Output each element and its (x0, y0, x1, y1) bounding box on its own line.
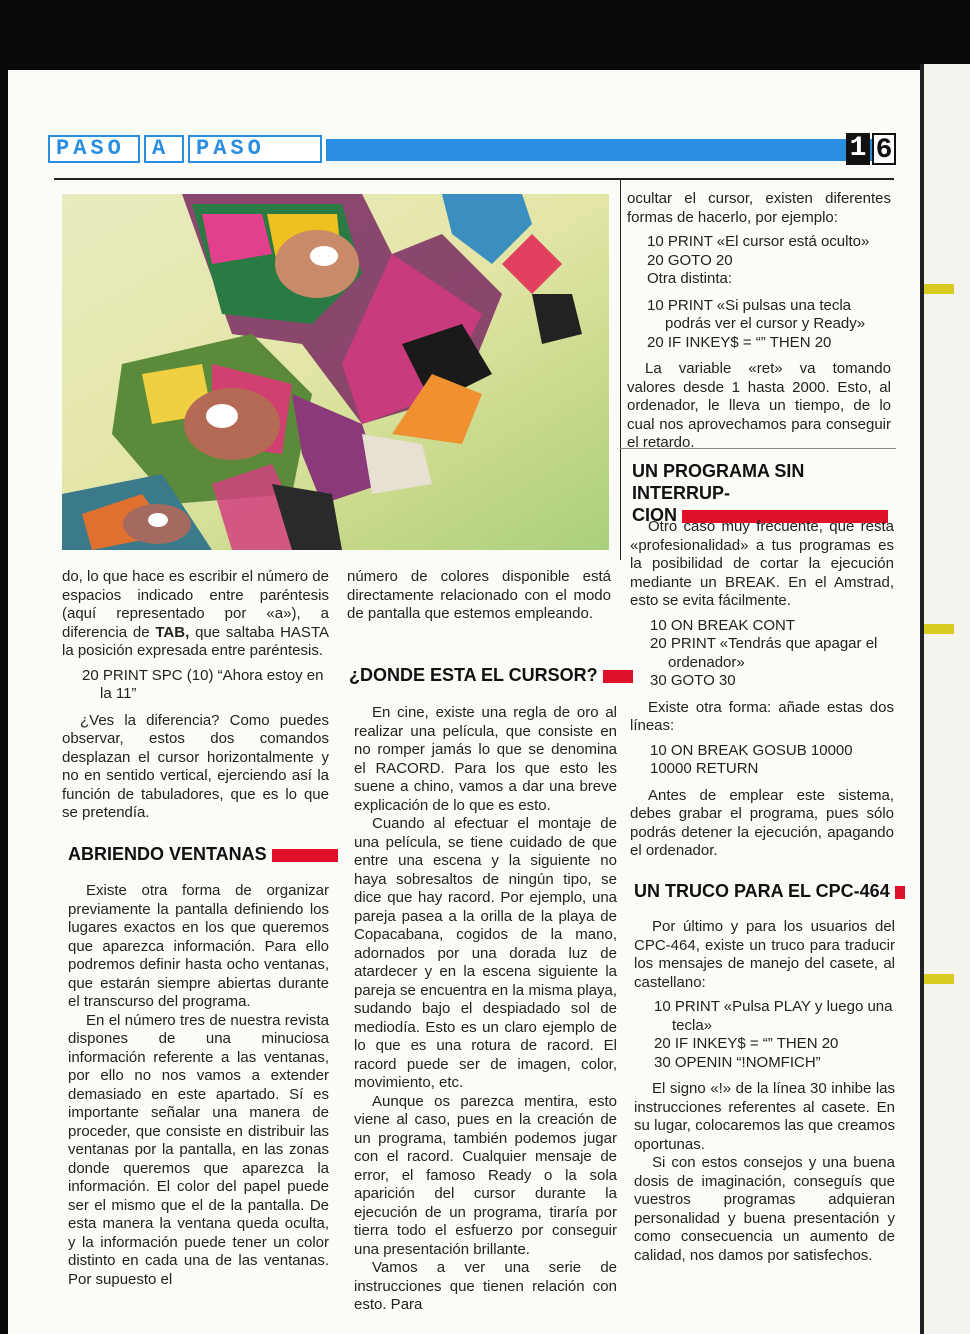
bold-term: TAB, (155, 623, 190, 641)
paragraph: Existe otra forma de organizar previamente la pantalla definiendo los lugares exactos en los que queremos que aparezca información. Para ello podremos definir hasta ocho ventanas, que estarán siempre abiertas durante el transcurso del programa. (68, 882, 329, 1010)
code-line: 10 ON BREAK CONT (650, 616, 796, 634)
column-3-top (627, 190, 891, 453)
paragraph: ocultar el cursor, existen diferentes formas de hacerlo, por ejemplo: (627, 190, 891, 226)
code-line: 10 PRINT «Si pulsas una tecla podrás ver el cursor y Ready» (647, 296, 866, 332)
code-block (650, 617, 894, 691)
header-word-box: A (144, 135, 184, 163)
paragraph: Cuando al efectuar el montaje de una película, se tiene cuidado de que entre una escena y la siguiente no haya sobresaltos de ningún tipo, se dice que hay racord. Por ejemplo, una pareja pasea a la orilla de la playa de Copacabana, cogidos de la mano, adornados por una dorada luz de atardecer y en la escena siguiente la pareja se encuentra en la misma playa, sudando bajo el despiadado sol de mediodía. Esto es un claro ejemplo de lo que es una rotura de racord. El racord puede ser de imagen, color, movimiento, etc. (354, 815, 617, 1091)
paragraph: La variable «ret» va tomando valores desde 1 hasta 2000. Esto, al ordenador, le lleva un tiempo, de lo cual nos aprovechamos para conseguir el retardo. (627, 360, 891, 451)
code-line: 20 GOTO 20 (647, 251, 733, 269)
header-word-box: PASO (48, 135, 140, 163)
page-number-digit: 6 (872, 133, 896, 165)
pixel-art-monitors-illustration (62, 194, 609, 550)
code-block (647, 297, 891, 353)
code-line: 10 PRINT «Pulsa PLAY y luego una tecla» (654, 998, 893, 1034)
code-block (647, 233, 891, 289)
section-heading: UN PROGRAMA SIN INTERRUP- CION (632, 460, 894, 526)
column-1-bottom (68, 882, 329, 1289)
page-header (48, 133, 900, 165)
code-note: Otra distinta: (647, 270, 733, 287)
paragraph: do, lo que hace es escribir el número de espacios indicado entre paréntesis (aquí representado por «a»), a diferencia de (62, 568, 329, 641)
column-3-bottom (634, 918, 895, 1265)
code-line: 10000 RETURN (650, 760, 759, 777)
column-2-top (347, 568, 611, 624)
code-line: 10 PRINT «El cursor está oculto» (647, 233, 870, 250)
code-block (650, 742, 894, 779)
code-line: 20 IF INKEY$ = “” THEN 20 (654, 1035, 839, 1052)
code-line: 20 PRINT SPC (10) “Ahora estoy en la 11” (82, 666, 324, 702)
illustration-icon (62, 194, 609, 550)
header-word-box: PASO (188, 135, 322, 163)
section-heading: ABRIENDO VENTANAS (68, 843, 338, 865)
paragraph: número de colores disponible está directamente relacionado con el modo de pantalla que estemos empleando. (347, 568, 611, 622)
code-line: 30 OPENIN “!NOMFICH” (654, 1053, 821, 1071)
paragraph: Vamos a ver una serie de instrucciones que tienen relación con esto. Para (354, 1259, 617, 1313)
paragraph: El signo «!» de la línea 30 inhibe las instrucciones referentes al casete. En su lugar, colocaremos las que creamos oportunas. (634, 1080, 895, 1153)
paragraph: Si con estos consejos y una buena dosis de imaginación, conseguís que vuestros programas adquieran personalidad y buena presentación y como consecuencia un aumento de calidad, nos damos por satisfechos. (634, 1154, 895, 1264)
paragraph: Aunque os parezca mentira, esto viene al caso, pues en la creación de un programa, también podemos jugar con el racord. Cualquier mensaje de error, el famoso Ready o la sola aparición del cursor durante la ejecución de un programa, tiraría por tierra todo el esfuerzo por conseguir una presentación brillante. (354, 1092, 617, 1258)
code-block (654, 998, 895, 1072)
code-block (82, 667, 329, 704)
code-line: 20 IF INKEY$ = “” THEN 20 (647, 333, 832, 351)
section-heading: ¿DONDE ESTA EL CURSOR? (349, 664, 633, 686)
paragraph: Otro caso muy frecuente, que resta «profesionalidad» a tus programas es la posibilidad de cortar la ejecución mediante un BREAK. En el Amstrad, esto se evita fácilmente. (630, 518, 894, 609)
heading-red-bar (895, 886, 905, 899)
paragraph: Por último y para los usuarios del CPC-464, existe un truco para traducir los mensajes de manejo del casete, al castellano: (634, 918, 895, 991)
paragraph: Existe otra forma: añade estas dos líneas: (630, 698, 894, 734)
paragraph: que saltaba HASTA la posición expresada entre paréntesis. (62, 623, 329, 659)
column-2-bottom (354, 704, 617, 1315)
paragraph: En el número tres de nuestra revista dispones de una minuciosa información referente a las ventanas, por ello no nos vamos a extender demasiado en este apartado. Sí es importante señalar una manera de proceder, que consiste en distribuir las ventanas por la pantalla, en las zonas donde queremos que aparezca la información. El color del papel puede ser el mismo que el de la pantalla. De esta manera la ventana queda oculta, y la información puede tener un color distinto en cada una de las ventanas. Por supuesto el (68, 1011, 329, 1288)
paragraph: ¿Ves la diferencia? Como puedes observar, estos dos comandos desplazan el cursor horizontalmente y no en sentido vertical, ejerciendo así la función de tabuladores, que es lo que se pretendía. (62, 711, 329, 821)
code-line: 10 ON BREAK GOSUB 10000 (650, 741, 853, 759)
page-number-digit: 1 (846, 133, 870, 165)
heading-red-bar (603, 670, 633, 683)
section-heading: UN TRUCO PARA EL CPC-464 (634, 880, 905, 902)
next-page-edge (920, 64, 970, 1334)
paragraph: En cine, existe una regla de oro al realizar una película, que consiste en no romper jamás lo que se denomina el RACORD. Para los que esto les suene a chino, vamos a dar una breve explicación de lo que es esto. (354, 704, 617, 814)
column-rule (620, 180, 621, 560)
paragraph: Antes de emplear este sistema, debes grabar el programa, pues sólo podrás detener la ejecución, apagando el ordenador. (630, 786, 894, 859)
heading-red-bar (272, 849, 338, 862)
column-1-top (62, 568, 329, 823)
code-line: 20 PRINT «Tendrás que apagar el ordenador» (650, 635, 878, 671)
header-blue-bar (326, 139, 874, 161)
column-3-middle (630, 518, 894, 861)
header-rule (54, 178, 894, 180)
code-line: 30 GOTO 30 (650, 672, 736, 689)
